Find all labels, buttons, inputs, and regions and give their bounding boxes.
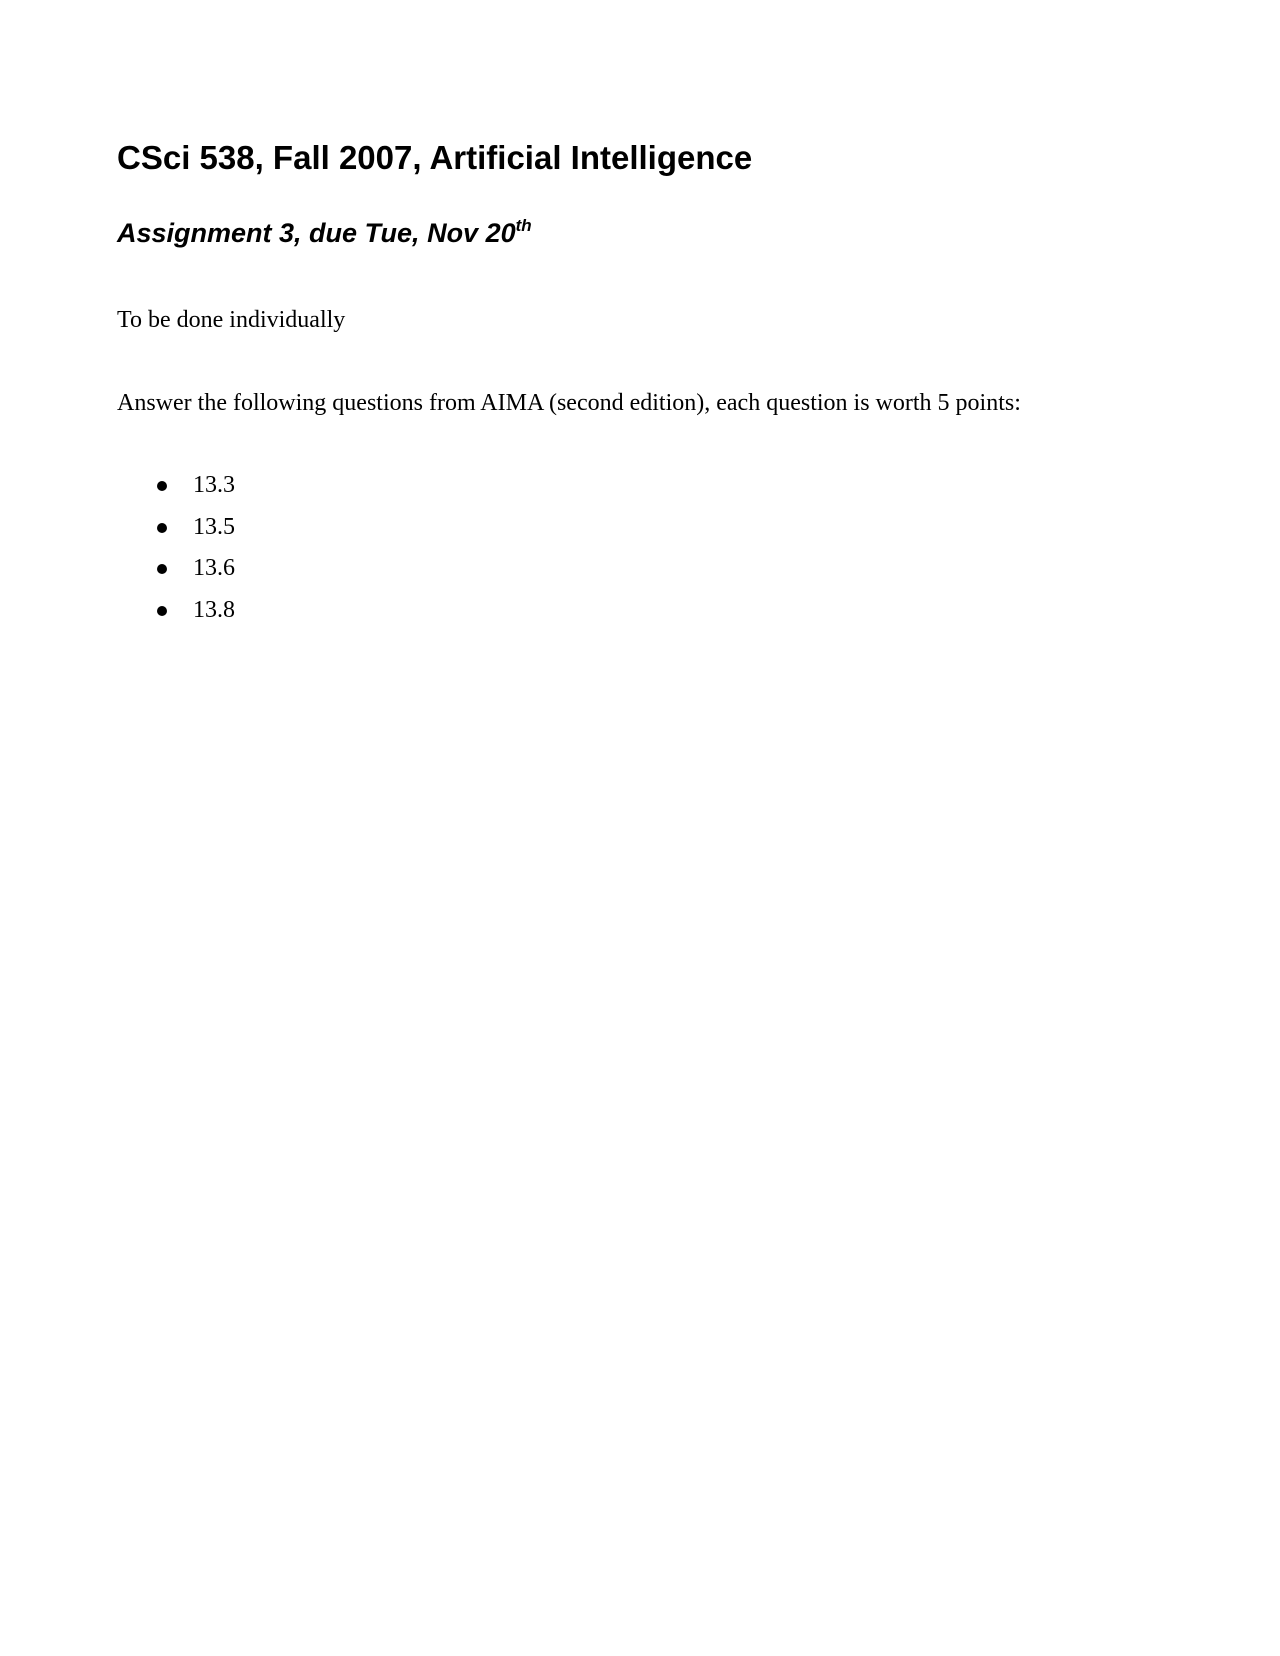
date-ordinal-suffix: th (515, 216, 532, 235)
bullet-icon (157, 564, 167, 574)
bullet-icon (157, 481, 167, 491)
assignment-subtitle (117, 216, 532, 250)
exercise-number: 13.5 (193, 513, 235, 540)
assignment-subtitle-text: Assignment 3, due Tue, Nov 20 (117, 218, 516, 248)
bullet-icon (157, 606, 167, 616)
exercise-number: 13.3 (193, 472, 235, 498)
bullet-icon (157, 523, 167, 533)
exercise-number: 13.6 (193, 555, 235, 581)
exercise-number: 13.8 (193, 596, 235, 623)
questions-intro-paragraph: Answer the following questions from AIMA (second edition), each question is worth 5 points: (117, 390, 1021, 416)
page-title: CSci 538, Fall 2007, Artificial Intelligence (117, 139, 753, 176)
instructions-paragraph: To be done individually (117, 307, 346, 333)
